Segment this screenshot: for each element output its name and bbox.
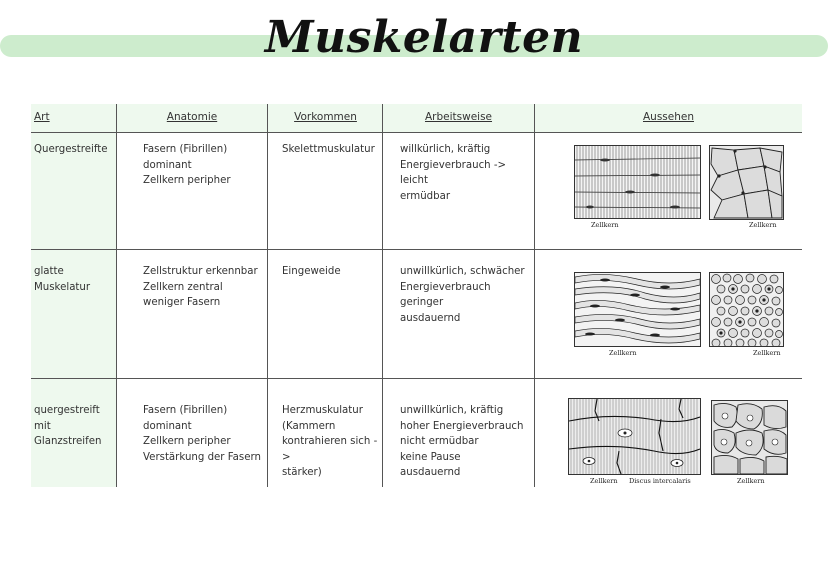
header-vorkommen: Vorkommen [294,111,357,123]
row3-caption-left: Zellkern [590,477,618,485]
row3-caption-right: Zellkern [737,477,765,485]
row1-caption-left: Zellkern [591,221,619,229]
row3-arbeitsweise: unwillkürlich, kräftig hoher Energieverbrauch nicht ermüdbar keine Pause ausdauernd [400,405,524,478]
header-aussehen: Aussehen [642,111,694,123]
smooth-muscle-longitudinal-image [574,272,701,347]
smooth-muscle-cross-section-image [709,272,784,347]
row2-art: glatte Muskelatur [34,266,91,293]
row1-vorkommen: Skelettmuskulatur [282,144,375,155]
cardiac-muscle-longitudinal-image [568,398,701,475]
column-divider [116,104,117,487]
muscle-table [31,104,802,487]
row2-arbeitsweise: unwillkürlich, schwächer Energieverbrauch geringer ausdauernd [400,266,525,324]
page-title: Muskelarten [264,12,584,63]
row3-art: quergestreift mit Glanzstreifen [34,405,102,447]
column-divider [534,104,535,487]
row1-anatomie: Fasern (Fibrillen) dominant Zellkern peripher [143,144,231,186]
row3-caption-middle: Discus intercalaris [629,477,691,485]
column-divider [382,104,383,487]
cardiac-muscle-cross-section-image [711,400,788,475]
header-arbeitsweise: Arbeitsweise [424,111,493,123]
row2-caption-right: Zellkern [753,349,781,357]
row3-anatomie: Fasern (Fibrillen) dominant Zellkern peripher Verstärkung der Fasern [143,405,261,463]
header-anatomie: Anatomie [166,111,218,123]
row-divider [31,132,802,133]
row1-arbeitsweise: willkürlich, kräftig Energieverbrauch -> leicht ermüdbar [400,144,507,202]
row2-caption-left: Zellkern [609,349,637,357]
row3-vorkommen: Herzmuskulatur (Kammern kontrahieren sich -> stärker) [282,405,378,478]
header-art: Art [34,111,50,123]
row1-art: Quergestreifte [34,144,108,155]
column-divider [267,104,268,487]
row-divider [31,249,802,250]
row2-anatomie: Zellstruktur erkennbar Zellkern zentral weniger Fasern [143,266,258,308]
skeletal-muscle-longitudinal-image [574,145,701,219]
row1-caption-right: Zellkern [749,221,777,229]
row2-vorkommen: Eingeweide [282,266,341,277]
skeletal-muscle-cross-section-image [709,145,784,220]
row-divider [31,378,802,379]
